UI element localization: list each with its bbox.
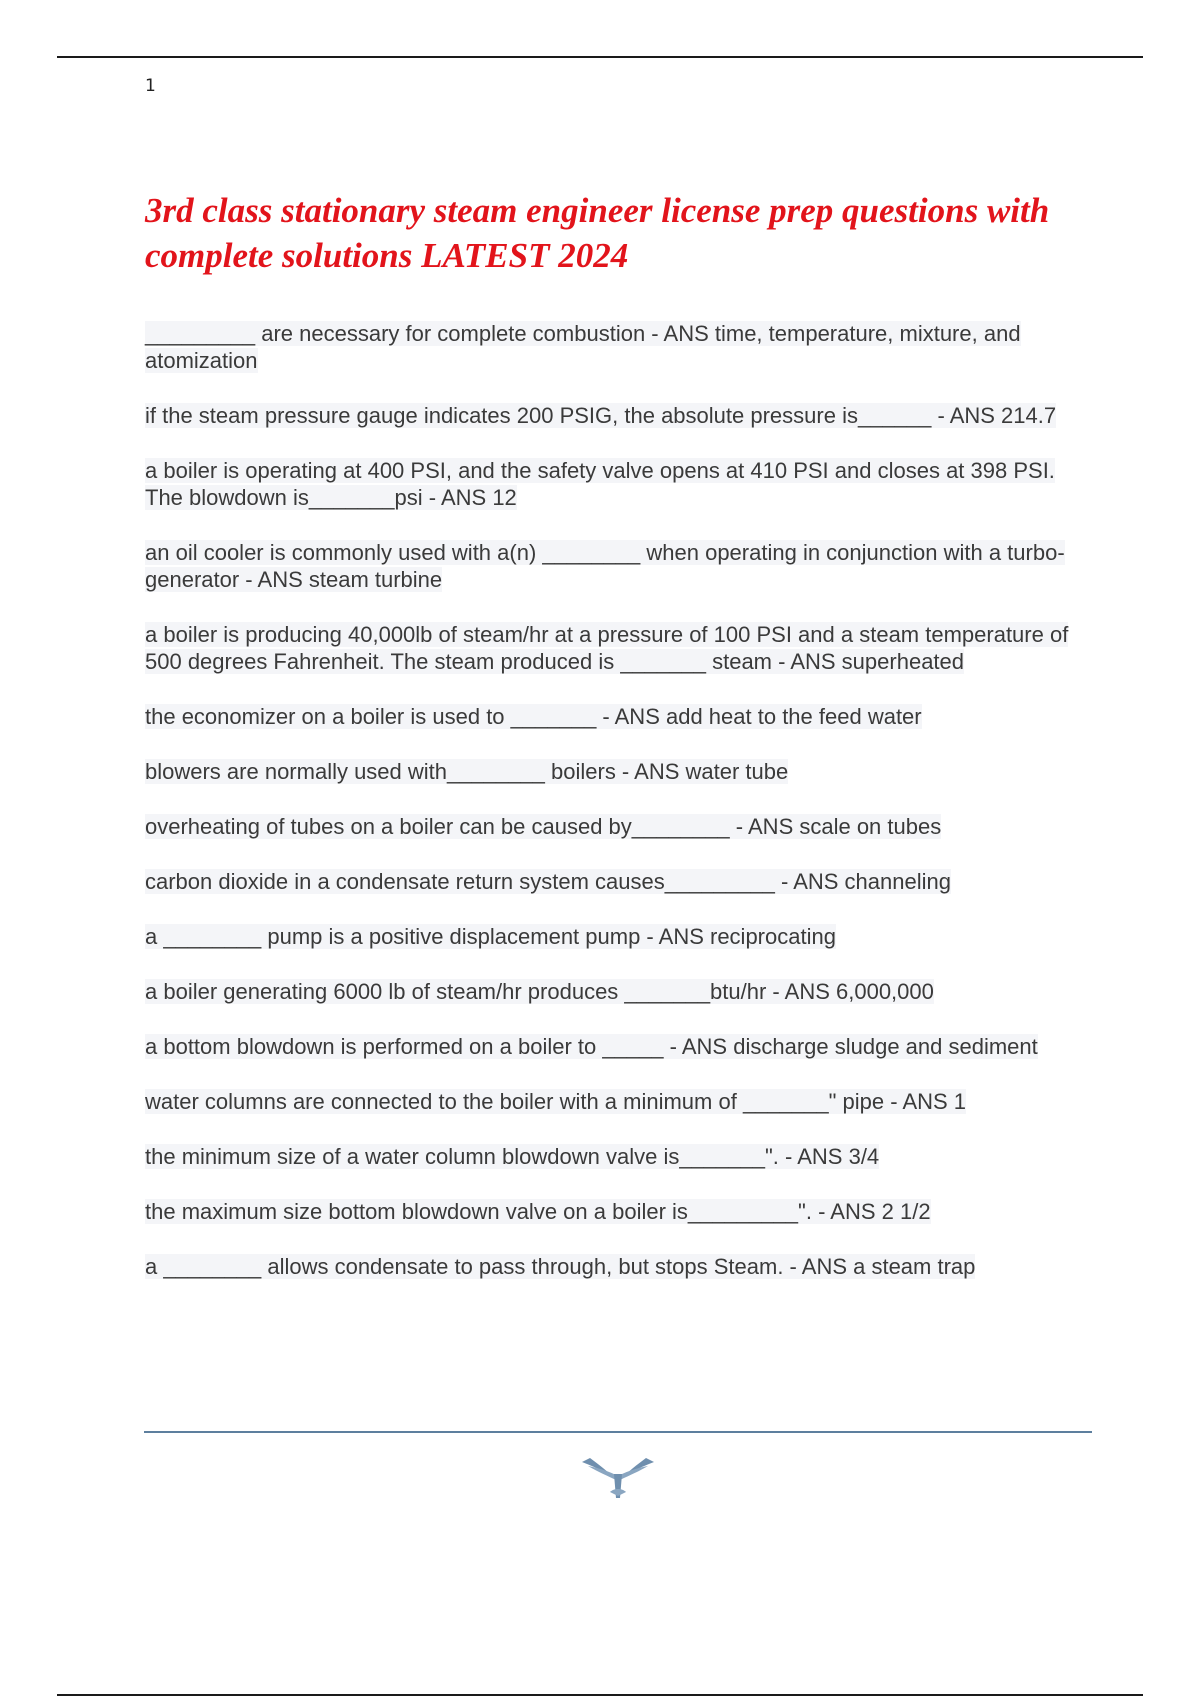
question-item: [145, 1033, 1095, 1060]
question-item: [145, 320, 1095, 374]
question-text: blowers are normally used with________ boilers - ANS water tube: [145, 759, 789, 784]
top-rule: [57, 56, 1143, 58]
question-text: water columns are connected to the boiler with a minimum of _______" pipe - ANS 1: [145, 1089, 967, 1114]
question-item: [145, 868, 1095, 895]
question-text: if the steam pressure gauge indicates 200 PSIG, the absolute pressure is______ - ANS 214.7: [145, 403, 1057, 428]
question-text: a ________ allows condensate to pass through, but stops Steam. - ANS a steam trap: [145, 1254, 976, 1279]
question-item: [145, 978, 1095, 1005]
question-list: [145, 320, 1095, 1280]
question-item: [145, 457, 1095, 511]
question-text: overheating of tubes on a boiler can be caused by________ - ANS scale on tubes: [145, 814, 942, 839]
question-item: [145, 813, 1095, 840]
question-text: _________ are necessary for complete combustion - ANS time, temperature, mixture, and atomization: [145, 321, 1021, 373]
bird-logo-icon: [580, 1452, 656, 1502]
question-text: a boiler is producing 40,000lb of steam/hr at a pressure of 100 PSI and a steam temperature of 500 degrees Fahrenheit. The steam produced is _______ steam - ANS superheated: [145, 622, 1069, 674]
question-text: a ________ pump is a positive displacement pump - ANS reciprocating: [145, 924, 836, 949]
question-item: [145, 923, 1095, 950]
question-text: carbon dioxide in a condensate return system causes_________ - ANS channeling: [145, 869, 951, 894]
page-number: 1: [145, 76, 156, 96]
question-text: an oil cooler is commonly used with a(n) ________ when operating in conjunction with a turbo-generator - ANS steam turbine: [145, 540, 1065, 592]
question-item: [145, 1143, 1095, 1170]
question-item: [145, 539, 1095, 593]
question-text: a boiler is operating at 400 PSI, and the safety valve opens at 410 PSI and closes at 398 PSI. The blowdown is_______psi - ANS 12: [145, 458, 1055, 510]
document-title: 3rd class stationary steam engineer license prep questions with complete solutions LATEST 2024: [145, 191, 1050, 275]
question-text: the minimum size of a water column blowdown valve is_______". - ANS 3/4: [145, 1144, 880, 1169]
question-item: [145, 402, 1095, 429]
question-text: a bottom blowdown is performed on a boiler to _____ - ANS discharge sludge and sediment: [145, 1034, 1038, 1059]
question-text: the economizer on a boiler is used to _______ - ANS add heat to the feed water: [145, 704, 922, 729]
question-text: the maximum size bottom blowdown valve on a boiler is_________". - ANS 2 1/2: [145, 1199, 931, 1224]
question-item: [145, 1253, 1095, 1280]
question-item: [145, 1198, 1095, 1225]
question-text: a boiler generating 6000 lb of steam/hr produces _______btu/hr - ANS 6,000,000: [145, 979, 934, 1004]
question-item: [145, 703, 1095, 730]
question-item: [145, 621, 1095, 675]
bottom-rule: [57, 1694, 1143, 1696]
question-item: [145, 758, 1095, 785]
question-item: [145, 1088, 1095, 1115]
footer-rule: [144, 1431, 1092, 1433]
